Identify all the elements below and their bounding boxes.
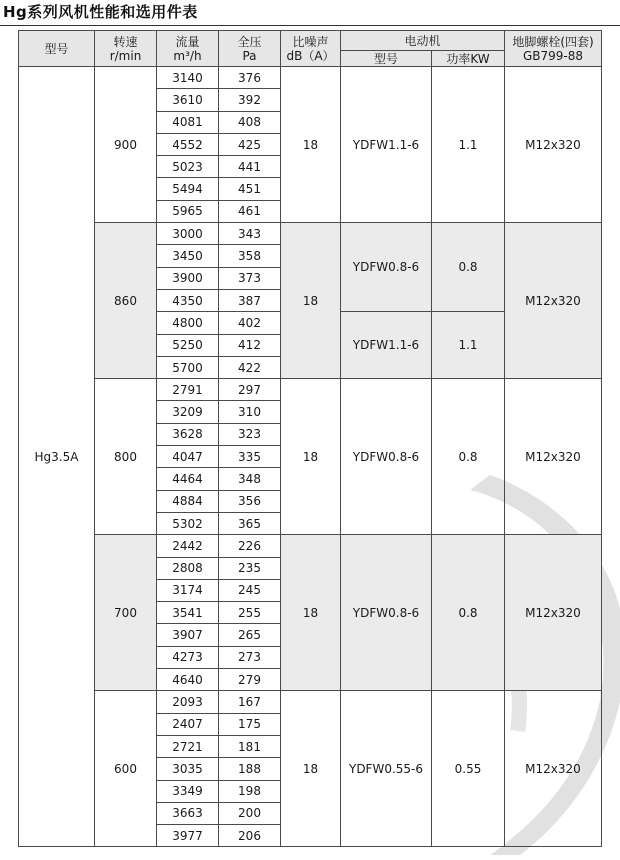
flow-cell: 3035 xyxy=(157,758,219,780)
pressure-cell: 245 xyxy=(219,579,281,601)
noise-cell: 18 xyxy=(281,535,341,691)
speed-cell: 800 xyxy=(95,379,157,535)
pressure-cell: 273 xyxy=(219,646,281,668)
pressure-cell: 451 xyxy=(219,178,281,200)
pressure-cell: 422 xyxy=(219,356,281,378)
header-motor: 电动机 xyxy=(341,31,505,51)
motor-power-cell: 0.8 xyxy=(432,535,505,691)
pressure-cell: 356 xyxy=(219,490,281,512)
pressure-cell: 206 xyxy=(219,825,281,847)
bolt-cell: M12x320 xyxy=(505,379,602,535)
motor-power-cell: 0.8 xyxy=(432,223,505,312)
pressure-cell: 255 xyxy=(219,602,281,624)
flow-cell: 4552 xyxy=(157,133,219,155)
page-title: Hg系列风机性能和选用件表 xyxy=(3,3,198,21)
flow-cell: 3209 xyxy=(157,401,219,423)
flow-cell: 4350 xyxy=(157,289,219,311)
pressure-cell: 200 xyxy=(219,802,281,824)
table-row xyxy=(19,691,602,713)
header-motor-model: 型号 xyxy=(341,51,432,67)
pressure-cell: 412 xyxy=(219,334,281,356)
table-body xyxy=(19,67,602,847)
table-row xyxy=(19,223,602,245)
flow-cell: 4640 xyxy=(157,669,219,691)
pressure-cell: 392 xyxy=(219,89,281,111)
pressure-cell: 343 xyxy=(219,223,281,245)
pressure-cell: 441 xyxy=(219,156,281,178)
pressure-cell: 198 xyxy=(219,780,281,802)
title-divider xyxy=(0,25,620,26)
noise-cell: 18 xyxy=(281,379,341,535)
flow-cell: 3349 xyxy=(157,780,219,802)
flow-cell: 5250 xyxy=(157,334,219,356)
pressure-cell: 188 xyxy=(219,758,281,780)
pressure-cell: 365 xyxy=(219,512,281,534)
pressure-cell: 226 xyxy=(219,535,281,557)
fan-spec-table xyxy=(18,30,602,847)
flow-cell: 2407 xyxy=(157,713,219,735)
header-noise: 比噪声 dB（A） xyxy=(281,31,341,67)
motor-model-cell: YDFW0.8-6 xyxy=(341,379,432,535)
table-row xyxy=(19,67,602,89)
flow-cell: 3663 xyxy=(157,802,219,824)
header-flow: 流量 m³/h xyxy=(157,31,219,67)
motor-power-cell: 1.1 xyxy=(432,312,505,379)
header-motor-power: 功率KW xyxy=(432,51,505,67)
flow-cell: 3450 xyxy=(157,245,219,267)
pressure-cell: 461 xyxy=(219,200,281,222)
flow-cell: 3907 xyxy=(157,624,219,646)
flow-cell: 3140 xyxy=(157,67,219,89)
pressure-cell: 358 xyxy=(219,245,281,267)
speed-cell: 600 xyxy=(95,691,157,847)
flow-cell: 2721 xyxy=(157,735,219,757)
bolt-cell: M12x320 xyxy=(505,535,602,691)
pressure-cell: 279 xyxy=(219,669,281,691)
noise-cell: 18 xyxy=(281,691,341,847)
flow-cell: 2791 xyxy=(157,379,219,401)
pressure-cell: 408 xyxy=(219,111,281,133)
pressure-cell: 235 xyxy=(219,557,281,579)
pressure-cell: 387 xyxy=(219,289,281,311)
flow-cell: 3174 xyxy=(157,579,219,601)
header-pressure: 全压 Pa xyxy=(219,31,281,67)
flow-cell: 3610 xyxy=(157,89,219,111)
flow-cell: 2093 xyxy=(157,691,219,713)
motor-power-cell: 0.55 xyxy=(432,691,505,847)
bolt-cell: M12x320 xyxy=(505,223,602,379)
pressure-cell: 425 xyxy=(219,133,281,155)
flow-cell: 4047 xyxy=(157,446,219,468)
header-bolt: 地脚螺栓(四套) GB799-88 xyxy=(505,31,602,67)
motor-model-cell: YDFW1.1-6 xyxy=(341,312,432,379)
flow-cell: 5023 xyxy=(157,156,219,178)
motor-model-cell: YDFW0.8-6 xyxy=(341,535,432,691)
bolt-cell: M12x320 xyxy=(505,691,602,847)
flow-cell: 3977 xyxy=(157,825,219,847)
pressure-cell: 402 xyxy=(219,312,281,334)
table-row xyxy=(19,535,602,557)
pressure-cell: 373 xyxy=(219,267,281,289)
header-model: 型号 xyxy=(19,31,95,67)
flow-cell: 5965 xyxy=(157,200,219,222)
motor-power-cell: 0.8 xyxy=(432,379,505,535)
pressure-cell: 335 xyxy=(219,446,281,468)
noise-cell: 18 xyxy=(281,67,341,223)
flow-cell: 2808 xyxy=(157,557,219,579)
motor-model-cell: YDFW0.55-6 xyxy=(341,691,432,847)
pressure-cell: 310 xyxy=(219,401,281,423)
flow-cell: 3541 xyxy=(157,602,219,624)
pressure-cell: 297 xyxy=(219,379,281,401)
pressure-cell: 167 xyxy=(219,691,281,713)
pressure-cell: 348 xyxy=(219,468,281,490)
flow-cell: 5494 xyxy=(157,178,219,200)
flow-cell: 2442 xyxy=(157,535,219,557)
noise-cell: 18 xyxy=(281,223,341,379)
bolt-cell: M12x320 xyxy=(505,67,602,223)
pressure-cell: 175 xyxy=(219,713,281,735)
header-speed: 转速 r/min xyxy=(95,31,157,67)
flow-cell: 4273 xyxy=(157,646,219,668)
pressure-cell: 323 xyxy=(219,423,281,445)
motor-power-cell: 1.1 xyxy=(432,67,505,223)
flow-cell: 4081 xyxy=(157,111,219,133)
table-row xyxy=(19,379,602,401)
flow-cell: 3000 xyxy=(157,223,219,245)
flow-cell: 4884 xyxy=(157,490,219,512)
speed-cell: 860 xyxy=(95,223,157,379)
pressure-cell: 265 xyxy=(219,624,281,646)
motor-model-cell: YDFW1.1-6 xyxy=(341,67,432,223)
fan-model-cell: Hg3.5A xyxy=(19,67,95,847)
speed-cell: 700 xyxy=(95,535,157,691)
pressure-cell: 376 xyxy=(219,67,281,89)
flow-cell: 5302 xyxy=(157,512,219,534)
flow-cell: 3628 xyxy=(157,423,219,445)
flow-cell: 4464 xyxy=(157,468,219,490)
flow-cell: 4800 xyxy=(157,312,219,334)
flow-cell: 5700 xyxy=(157,356,219,378)
flow-cell: 3900 xyxy=(157,267,219,289)
speed-cell: 900 xyxy=(95,67,157,223)
motor-model-cell: YDFW0.8-6 xyxy=(341,223,432,312)
pressure-cell: 181 xyxy=(219,735,281,757)
